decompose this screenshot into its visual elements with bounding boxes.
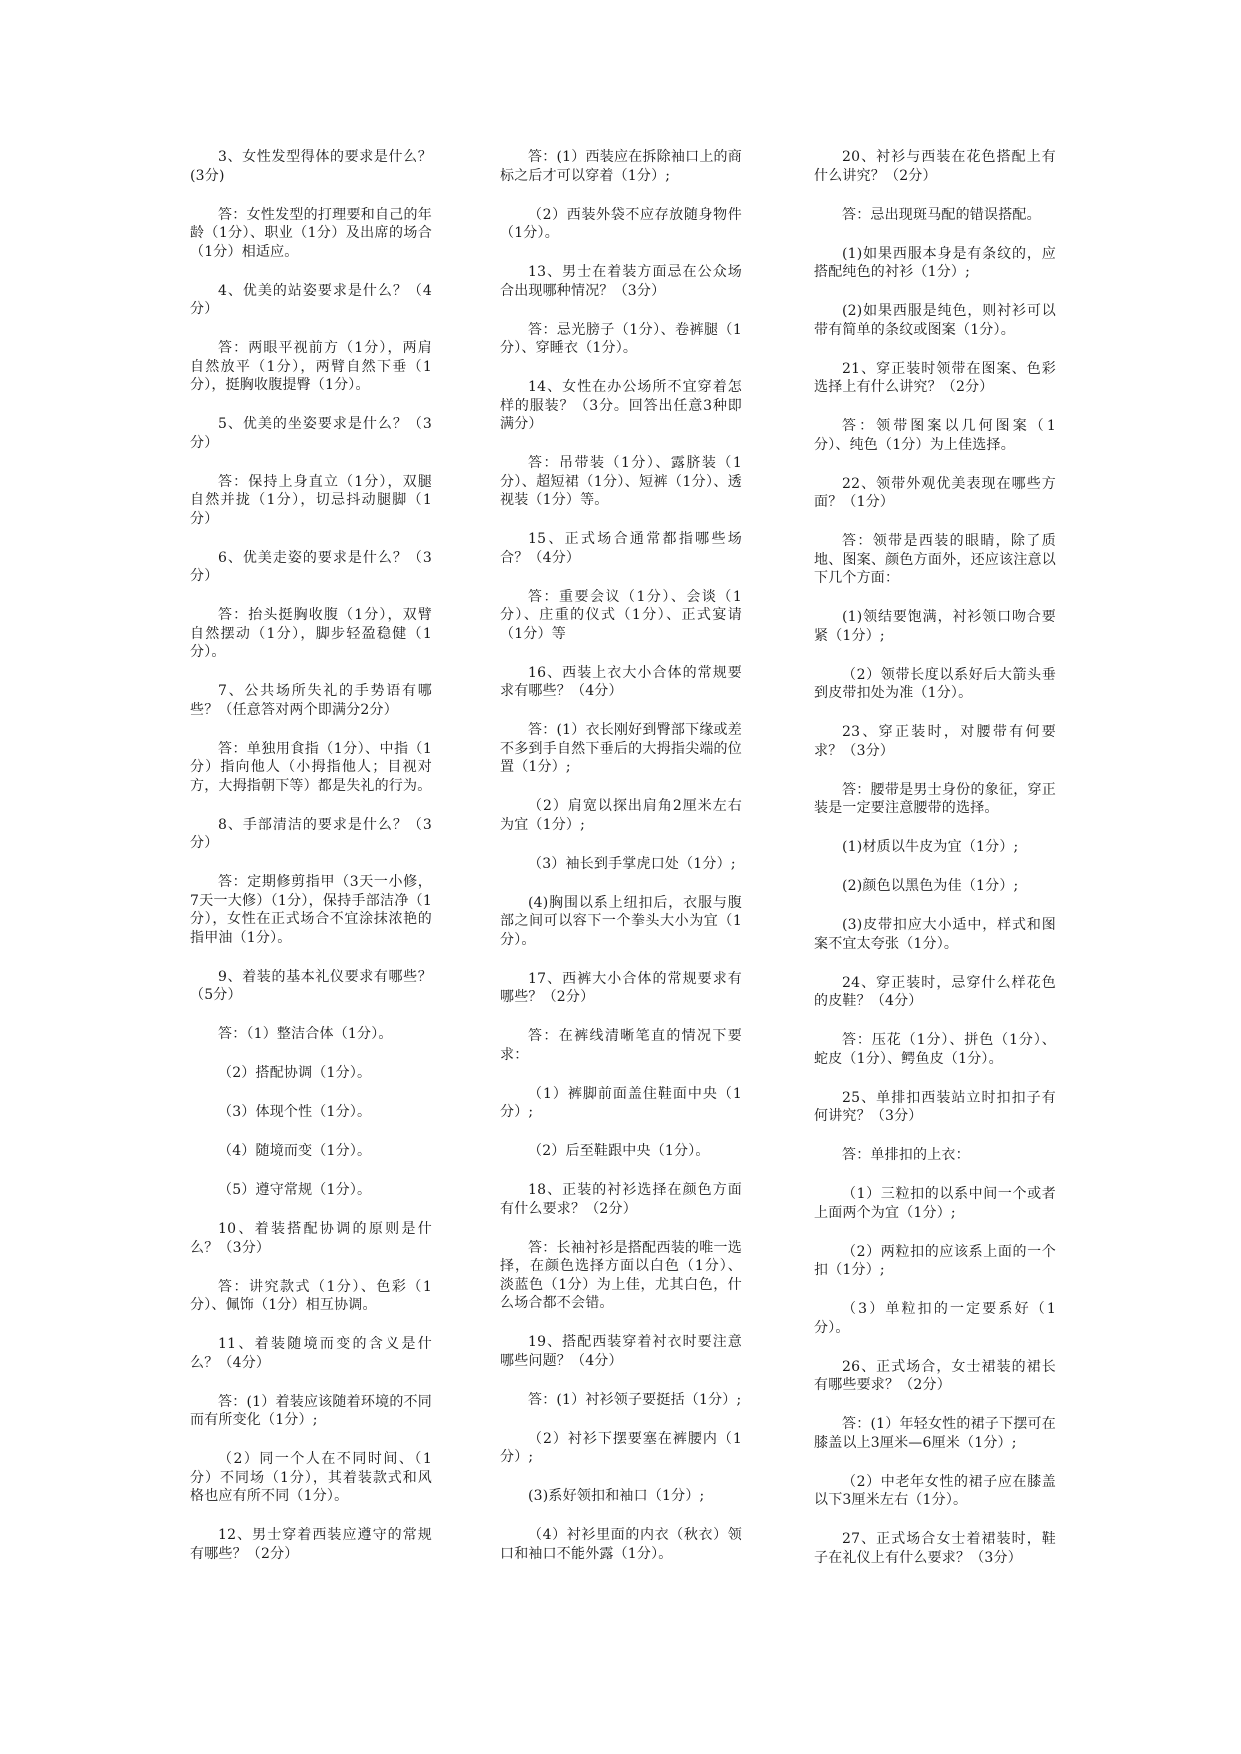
question-text: 24、穿正装时，忌穿什么样花色的皮鞋？（4分） [814,974,1056,1009]
answer-item-text: （2）同一个人在不同时间、（1分）不同场（1分），其着装款式和风格也应有所不同（1分）。 [190,1451,432,1504]
question-text: 22、领带外观优美表现在哪些方面？（1分） [814,475,1056,510]
question-text: 10、着装搭配协调的原则是什么？（3分） [190,1221,432,1256]
answer-item-text: （2）衬衫下摆要塞在裤腰内（1分）; [500,1430,742,1465]
question-text: 9、着装的基本礼仪要求有哪些？（5分） [190,968,432,1003]
answer-item-text: （2）搭配协调（1分）。 [218,1065,372,1081]
answer-text: 答：两眼平视前方（1分），两肩自然放平（1分），两臂自然下垂（1分），挺胸收腹提臀（1分）。 [190,340,432,393]
answer-item-text: (2)颜色以黑色为佳（1分）; [842,878,1019,894]
question-text: 6、优美走姿的要求是什么？（3分） [190,549,432,584]
answer-item-text: （3）单粒扣的一定要系好（1分）。 [814,1301,1056,1336]
question-text: 23、穿正装时，对腰带有何要求？（3分） [814,724,1056,759]
question-text: 18、正装的衬衫选择在颜色方面有什么要求？（2分） [500,1182,742,1217]
answer-text: 答：忌光膀子（1分）、卷裤腿（1分）、穿睡衣（1分）。 [500,321,742,356]
answer-text: 答：(1）年轻女性的裙子下摆可在膝盖以上3厘米—6厘米（1分）; [814,1416,1056,1451]
question-text: 7、公共场所失礼的手势语有哪些？（任意答对两个即满分2分） [190,683,432,718]
question-text: 27、正式场合女士着裙装时，鞋子在礼仪上有什么要求？（3分） [814,1531,1056,1566]
answer-item-text: （2）两粒扣的应该系上面的一个扣（1分）; [814,1243,1056,1278]
question-text: 13、男士在着装方面忌在公众场合出现哪种情况？（3分） [500,264,742,299]
answer-item-text: （2）领带长度以系好后大箭头垂到皮带扣处为准（1分）。 [814,666,1056,701]
answer-item-text: （4）随境而变（1分）。 [218,1143,372,1159]
question-text: 11、着装随境而变的含义是什么？（4分） [190,1336,432,1371]
text-column-middle [500,148,742,1584]
answer-item-text: (3)系好领扣和袖口（1分）; [528,1488,705,1504]
answer-text: 答：讲究款式（1分）、色彩（1分）、佩饰（1分）相互协调。 [190,1278,432,1313]
answer-text: 答：领带图案以几何图案（1分）、纯色（1分）为上佳选择。 [814,418,1056,453]
answer-text: 答：女性发型的打理要和自己的年龄（1分）、职业（1分）及出席的场合（1分）相适应。 [190,206,432,260]
question-text: 5、优美的坐姿要求是什么？（3分） [190,416,432,451]
question-text: 17、西裤大小合体的常规要求有哪些？（2分） [500,970,742,1005]
answer-text: 答：领带是西装的眼睛，除了质地、图案、颜色方面外，还应该注意以下几个方面： [814,533,1056,586]
question-text: 25、单排扣西装站立时扣扣子有何讲究？（3分） [814,1089,1056,1124]
question-text: 19、搭配西装穿着衬衣时要注意哪些问题？（4分） [500,1334,742,1369]
answer-item-text: （4）衬衫里面的内衣（秋衣）领口和袖口不能外露（1分）。 [500,1527,742,1562]
answer-item-text: (3)皮带扣应大小适中，样式和图案不宜太夸张（1分）。 [814,917,1056,952]
answer-text: 答：单排扣的上衣： [842,1147,970,1163]
answer-text: 答：(1）衬衫领子要挺括（1分）; [528,1391,742,1408]
question-text: 20、衬衫与西装在花色搭配上有什么讲究？（2分） [814,149,1056,184]
answer-item-text: (4)胸围以系上纽扣后，衣服与腹部之间可以容下一个拳头大小为宜（1分）。 [500,894,742,948]
answer-item-text: （2）肩宽以探出肩角2厘米左右为宜（1分）; [500,798,742,833]
answer-text: 答：腰带是男士身份的象征，穿正装是一定要注意腰带的选择。 [814,781,1056,816]
answer-item-text: (1)领结要饱满，衬衫领口吻合要紧（1分）; [814,609,1056,644]
question-text: 21、穿正装时领带在图案、色彩选择上有什么讲究？（2分） [814,360,1056,395]
answer-text: 答：抬头挺胸收腹（1分），双臂自然摆动（1分），脚步轻盈稳健（1分）。 [190,607,432,660]
answer-text: 答：忌出现斑马配的错误搭配。 [842,206,1041,223]
answer-text: 答：定期修剪指甲（3天一小修，7天一大修）（1分），保持手部洁净（1分），女性在正式场合不宜涂抹浓艳的指甲油（1分）。 [190,874,432,946]
answer-text: 答：长袖衬衫是搭配西装的唯一选择，在颜色选择方面以白色（1分）、淡蓝色（1分）为上佳，尤其白色，什么场合都不会错。 [500,1239,742,1311]
answer-item-text: （1）三粒扣的以系中间一个或者上面两个为宜（1分）; [814,1186,1056,1221]
text-column-left [190,148,432,1584]
answer-item-text: （5）遵守常规（1分）。 [218,1182,372,1198]
question-text: 16、西装上衣大小合体的常规要求有哪些？（4分） [500,664,742,699]
answer-item-text: （2）西装外袋不应存放随身物件（1分）。 [500,206,742,241]
answer-text: 答：在裤线清晰笔直的情况下要求： [500,1028,742,1063]
answer-item-text: （2）中老年女性的裙子应在膝盖以下3厘米左右（1分）。 [814,1473,1056,1508]
answer-item-text: （3）袖长到手掌虎口处（1分）; [528,855,736,872]
question-text: 15、正式场合通常都指哪些场合？（4分） [500,531,742,566]
question-text: 14、女性在办公场所不宜穿着怎样的服装？（3分。回答出任意3种即满分） [500,379,742,432]
question-text: 8、手部清洁的要求是什么？（3分） [190,816,432,851]
answer-item-text: (1)如果西服本身是有条纹的，应搭配纯色的衬衫（1分）; [814,245,1056,280]
answer-item-text: （3）体现个性（1分）。 [218,1104,372,1120]
question-text: 3、女性发型得体的要求是什么？(3分) [190,149,432,184]
text-column-right [814,148,1056,1588]
answer-text: 答：保持上身直立（1分），双腿自然并拢（1分），切忌抖动腿脚（1分） [190,473,432,527]
answer-item-text: （2）后至鞋跟中央（1分）。 [528,1143,710,1159]
question-text: 12、男士穿着西装应遵守的常规有哪些？（2分） [190,1527,432,1562]
answer-text: 答：压花（1分）、拼色（1分）、蛇皮（1分）、鳄鱼皮（1分）。 [814,1032,1056,1067]
answer-text: 答：重要会议（1分）、会谈（1分）、庄重的仪式（1分）、正式宴请（1分）等 [500,588,742,642]
question-text: 26、正式场合，女士裙装的裙长有哪些要求？（2分） [814,1358,1056,1393]
answer-text: 答：(1）西装应在拆除袖口上的商标之后才可以穿着（1分）; [500,149,742,184]
question-text: 4、优美的站姿要求是什么？（4分） [190,282,432,317]
answer-text: 答：吊带装（1分）、露脐装（1分）、超短裙（1分）、短裤（1分）、透视装（1分）等。 [500,455,742,508]
answer-item-text: （1）裤脚前面盖住鞋面中央（1分）; [500,1085,742,1120]
answer-item-text: (2)如果西服是纯色，则衬衫可以带有简单的条纹或图案（1分）。 [814,303,1056,338]
answer-text: 答：（1）整洁合体（1分）。 [218,1026,393,1042]
answer-text: 答：单独用食指（1分）、中指（1分）指向他人（小拇指他人；目视对方，大拇指朝下等）都是失礼的行为。 [190,740,432,794]
answer-text: 答：(1）着装应该随着环境的不同而有所变化（1分）; [190,1393,432,1428]
answer-text: 答：(1）衣长刚好到臀部下缘或差不多到手自然下垂后的大拇指尖端的位置（1分）; [500,722,742,775]
answer-item-text: (1)材质以牛皮为宜（1分）; [842,839,1019,855]
